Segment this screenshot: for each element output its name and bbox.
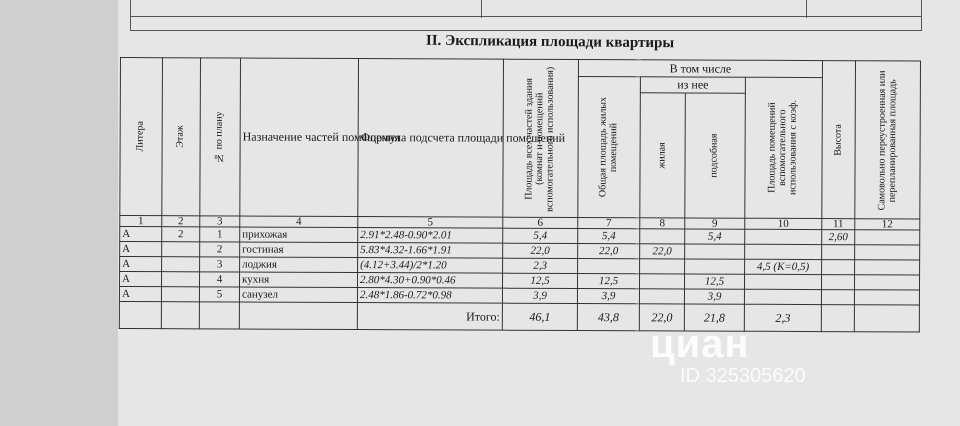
header-purpose: Назначение частей помещения [240, 58, 359, 217]
header-living: жилая [640, 93, 686, 218]
explication-table [119, 57, 921, 332]
cian-logo: циан [650, 322, 750, 366]
total-aux-coef-value: 2,3 [744, 304, 821, 331]
previous-table-fragment [130, 0, 922, 31]
header-height: Высота [822, 61, 856, 219]
header-self-built: Самовольно переустроенная или перепланированная площадь [855, 61, 921, 219]
header-living-total: Общая площадь жилых помещений [578, 77, 641, 218]
total-label: Итого: [357, 303, 502, 331]
header-litera: Литера [120, 58, 163, 216]
watermark [650, 322, 806, 387]
header-total-area: Площадь всех частей здания (комнат и помещений вспомогательного использования) [503, 59, 579, 217]
header-aux: подсобная [685, 93, 746, 218]
table-row: А 3 лоджия (4.12+3.44)/2*1.20 2,3 4,5 (К=0,5) [120, 257, 920, 275]
total-aux-value: 21,8 [684, 304, 744, 331]
header-including: В том числе [578, 60, 822, 78]
total-row [119, 301, 919, 331]
header-formula: Формула подсчета площади помещений [358, 59, 504, 218]
header-aux-coef: Площадь помещений вспомогательного использования с коэф. [745, 77, 823, 218]
table-row: А 2 1 прихожая 2.91*2.48-0.90*2.01 5,4 5,4 5,4 2,60 [120, 227, 920, 245]
header-floor: Этаж [162, 58, 201, 216]
total-living-value: 22,0 [639, 304, 684, 331]
header-plan-no: № по плану [200, 58, 241, 216]
listing-id: ID 325305620 [680, 365, 806, 387]
total-living-area-value: 43,8 [577, 303, 639, 330]
table-row: А 2 гостиная 5.83*4.32-1.66*1.91 22,0 22,0 22,0 [120, 242, 920, 260]
section-title: II. Экспликация площади квартиры [425, 32, 675, 52]
column-numbers-row: 1 2 3 4 5 6 7 8 9 10 11 12 [120, 216, 920, 230]
table-row: А 5 санузел 2.48*1.86-0.72*0.98 3,9 3,9 3,9 [119, 287, 919, 305]
header-of-which: из нее [640, 77, 745, 93]
total-area-value: 46,1 [502, 303, 577, 330]
table-row: А 4 кухня 2.80*4.30+0.90*0.46 12,5 12,5 12,5 [119, 272, 919, 290]
